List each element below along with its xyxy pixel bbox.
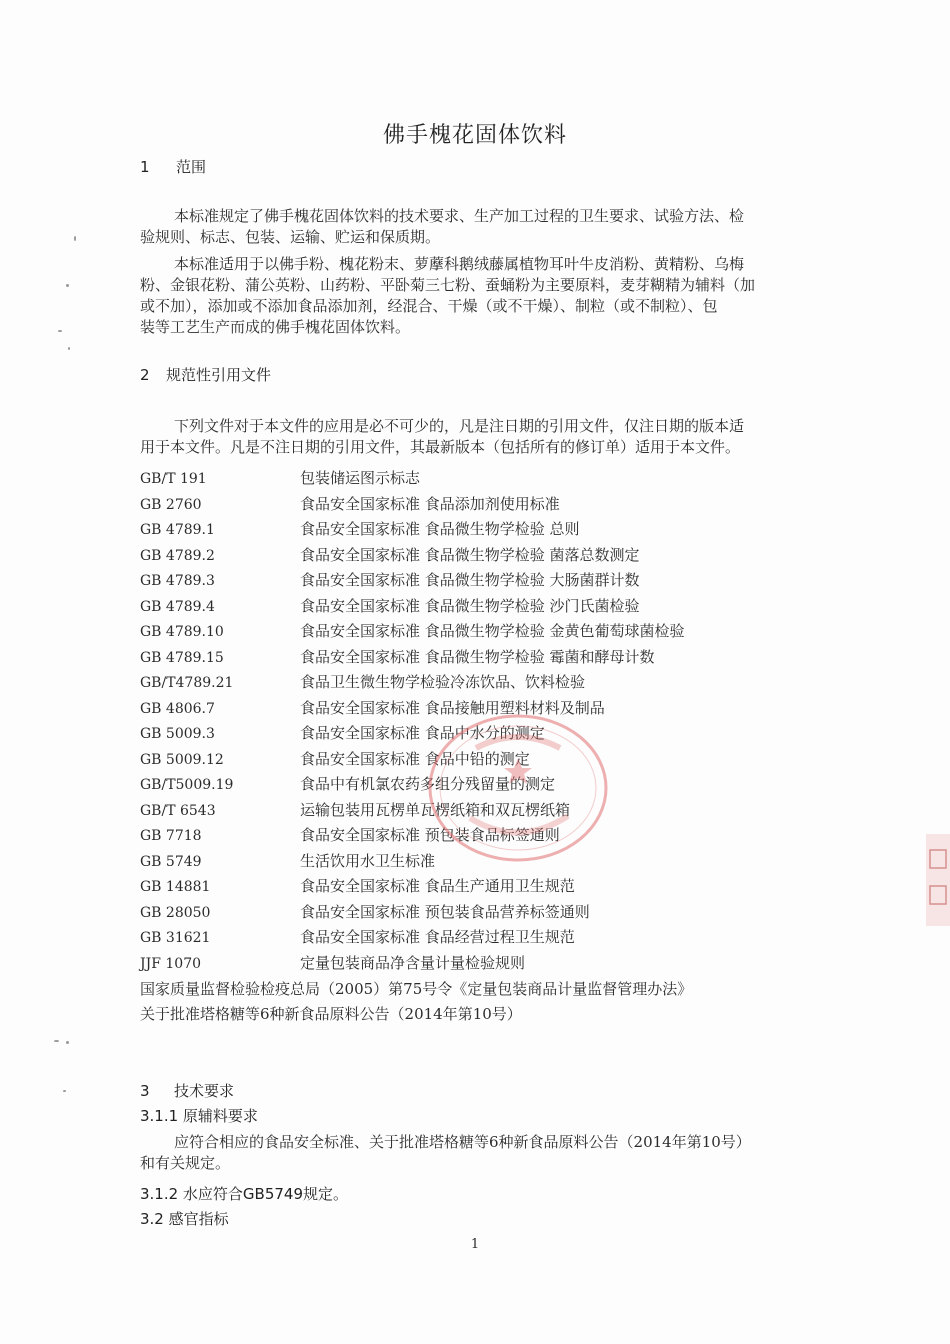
section-title: 技术要求 bbox=[174, 1082, 235, 1100]
section-number: 2 bbox=[140, 366, 150, 384]
reference-row bbox=[140, 951, 820, 977]
reference-title: 食品卫生微生物学检验冷冻饮品、饮料检验 bbox=[300, 673, 586, 691]
section-title: 范围 bbox=[176, 158, 207, 176]
reference-title: 食品安全国家标准 食品微生物学检验 霉菌和酵母计数 bbox=[300, 647, 655, 666]
reference-code: GB/T4789.21 bbox=[140, 675, 234, 691]
reference-title: 食品中有机氯农药多组分残留量的测定 bbox=[300, 775, 556, 793]
reference-code: GB 4789.3 bbox=[140, 573, 215, 589]
text-line: 应符合相应的食品安全标准、关于批准塔格糖等6种新食品原料公告（2014年第10号） bbox=[174, 1133, 751, 1151]
section-1-heading bbox=[140, 156, 206, 177]
reference-code: GB 4789.15 bbox=[140, 649, 224, 666]
reference-code: GB 4789.1 bbox=[140, 522, 215, 538]
reference-title: 食品安全国家标准 食品经营过程卫生规范 bbox=[300, 928, 575, 946]
text-line: 本标准规定了佛手槐花固体饮料的技术要求、生产加工过程的卫生要求、试验方法、检 bbox=[174, 207, 745, 225]
reference-code: GB 31621 bbox=[140, 930, 211, 946]
reference-title: 食品安全国家标准 预包装食品营养标签通则 bbox=[300, 902, 590, 921]
section-number: 1 bbox=[140, 158, 150, 176]
references-intro bbox=[140, 416, 808, 458]
scan-speck bbox=[63, 1090, 66, 1092]
reference-code: GB/T 191 bbox=[140, 471, 207, 487]
reference-row bbox=[140, 900, 820, 926]
reference-title: 食品安全国家标准 食品微生物学检验 大肠菌群计数 bbox=[300, 571, 640, 589]
reference-row bbox=[140, 849, 820, 875]
reference-code: GB 2760 bbox=[140, 496, 202, 513]
reference-code: GB 4789.2 bbox=[140, 547, 215, 564]
reference-row bbox=[140, 619, 820, 645]
scope-paragraph-1 bbox=[140, 206, 808, 248]
reference-row bbox=[140, 696, 820, 722]
reference-row bbox=[140, 466, 820, 492]
section-2-heading bbox=[140, 364, 271, 385]
reference-title: 包装储运图示标志 bbox=[300, 469, 421, 487]
reference-code: GB 28050 bbox=[140, 904, 211, 921]
document-title: 佛手槐花固体饮料 bbox=[382, 123, 567, 148]
scan-speck bbox=[66, 284, 69, 287]
reference-code: GB 7718 bbox=[140, 828, 202, 844]
reference-code: GB 4789.4 bbox=[140, 598, 215, 615]
reference-title: 食品安全国家标准 食品接触用塑料材料及制品 bbox=[300, 698, 605, 717]
reference-row bbox=[140, 568, 820, 594]
reference-title: 食品安全国家标准 食品中水分的测定 bbox=[300, 724, 545, 742]
scan-speck bbox=[58, 330, 62, 332]
reference-title: 食品安全国家标准 食品中铅的测定 bbox=[300, 749, 530, 768]
subsection-3-1-1-text bbox=[140, 1132, 808, 1174]
reference-code: GB/T5009.19 bbox=[140, 777, 234, 793]
reference-row bbox=[140, 747, 820, 773]
scan-speck bbox=[66, 1041, 69, 1044]
section-number: 3 bbox=[140, 1082, 150, 1100]
reference-row bbox=[140, 492, 820, 518]
reference-code: GB 4806.7 bbox=[140, 700, 215, 717]
reference-row bbox=[140, 823, 820, 849]
text-line: 用于本文件。凡是不注日期的引用文件，其最新版本（包括所有的修订单）适用于本文件。 bbox=[140, 438, 741, 456]
text-line: 和有关规定。 bbox=[140, 1154, 231, 1172]
subsection-3-2-heading: 3.2 感官指标 bbox=[140, 1210, 229, 1228]
reference-code: GB 5009.3 bbox=[140, 726, 215, 742]
edge-stamp-mark bbox=[924, 830, 950, 930]
reference-list bbox=[140, 466, 820, 976]
reference-title: 生活饮用水卫生标准 bbox=[300, 851, 436, 870]
reference-code: GB/T 6543 bbox=[140, 802, 216, 819]
scan-speck bbox=[74, 236, 76, 241]
section-3-heading bbox=[140, 1080, 234, 1101]
reference-row bbox=[140, 772, 820, 798]
reference-title: 食品安全国家标准 食品微生物学检验 金黄色葡萄球菌检验 bbox=[300, 622, 685, 640]
section-title: 规范性引用文件 bbox=[166, 366, 272, 384]
reference-row bbox=[140, 594, 820, 620]
reference-title: 食品安全国家标准 食品微生物学检验 菌落总数测定 bbox=[300, 545, 640, 564]
reference-title: 运输包装用瓦楞单瓦楞纸箱和双瓦楞纸箱 bbox=[300, 800, 571, 819]
text-line: 本标准适用于以佛手粉、槐花粉末、萝藦科鹅绒藤属植物耳叶牛皮消粉、黄精粉、乌梅 bbox=[174, 255, 745, 273]
reference-title: 食品安全国家标准 食品添加剂使用标准 bbox=[300, 494, 560, 513]
reference-row bbox=[140, 874, 820, 900]
scope-paragraph-2 bbox=[140, 254, 808, 338]
scan-speck bbox=[54, 1040, 59, 1042]
reference-title: 食品安全国家标准 食品微生物学检验 沙门氏菌检验 bbox=[300, 596, 640, 615]
extra-reference: 关于批准塔格糖等6种新食品原料公告（2014年第10号） bbox=[140, 1005, 522, 1023]
text-line: 下列文件对于本文件的应用是必不可少的，凡是注日期的引用文件，仅注日期的版本适 bbox=[174, 417, 745, 435]
page-number: 1 bbox=[470, 1237, 480, 1252]
reference-title: 食品安全国家标准 食品微生物学检验 总则 bbox=[300, 520, 580, 538]
reference-code: GB 5749 bbox=[140, 853, 202, 870]
reference-row bbox=[140, 543, 820, 569]
reference-code: GB 5009.12 bbox=[140, 751, 224, 768]
extra-reference: 国家质量监督检验检疫总局（2005）第75号令《定量包装商品计量监督管理办法》 bbox=[140, 980, 693, 998]
reference-row bbox=[140, 798, 820, 824]
text-line: 粉、金银花粉、蒲公英粉、山药粉、平卧菊三七粉、蚕蛹粉为主要原料，麦芽糊精为辅料（加 bbox=[140, 276, 756, 294]
reference-code: JJF 1070 bbox=[140, 955, 202, 972]
reference-code: GB 14881 bbox=[140, 879, 211, 895]
reference-title: 食品安全国家标准 预包装食品标签通则 bbox=[300, 826, 560, 844]
scan-speck bbox=[68, 347, 70, 350]
text-line: 验规则、标志、包装、运输、贮运和保质期。 bbox=[140, 228, 441, 246]
reference-row bbox=[140, 670, 820, 696]
text-line: 装等工艺生产而成的佛手槐花固体饮料。 bbox=[140, 318, 411, 336]
reference-row bbox=[140, 721, 820, 747]
text-line: 或不加），添加或不添加食品添加剂，经混合、干燥（或不干燥）、制粒（或不制粒）、包 bbox=[140, 297, 718, 315]
subsection-3-1-2: 3.1.2 水应符合GB5749规定。 bbox=[140, 1185, 349, 1203]
subsection-3-1-1-heading: 3.1.1 原辅料要求 bbox=[140, 1107, 258, 1125]
reference-row bbox=[140, 517, 820, 543]
reference-row bbox=[140, 645, 820, 671]
reference-title: 食品安全国家标准 食品生产通用卫生规范 bbox=[300, 877, 575, 895]
reference-row bbox=[140, 925, 820, 951]
reference-code: GB 4789.10 bbox=[140, 624, 224, 640]
reference-title: 定量包装商品净含量计量检验规则 bbox=[300, 953, 526, 972]
